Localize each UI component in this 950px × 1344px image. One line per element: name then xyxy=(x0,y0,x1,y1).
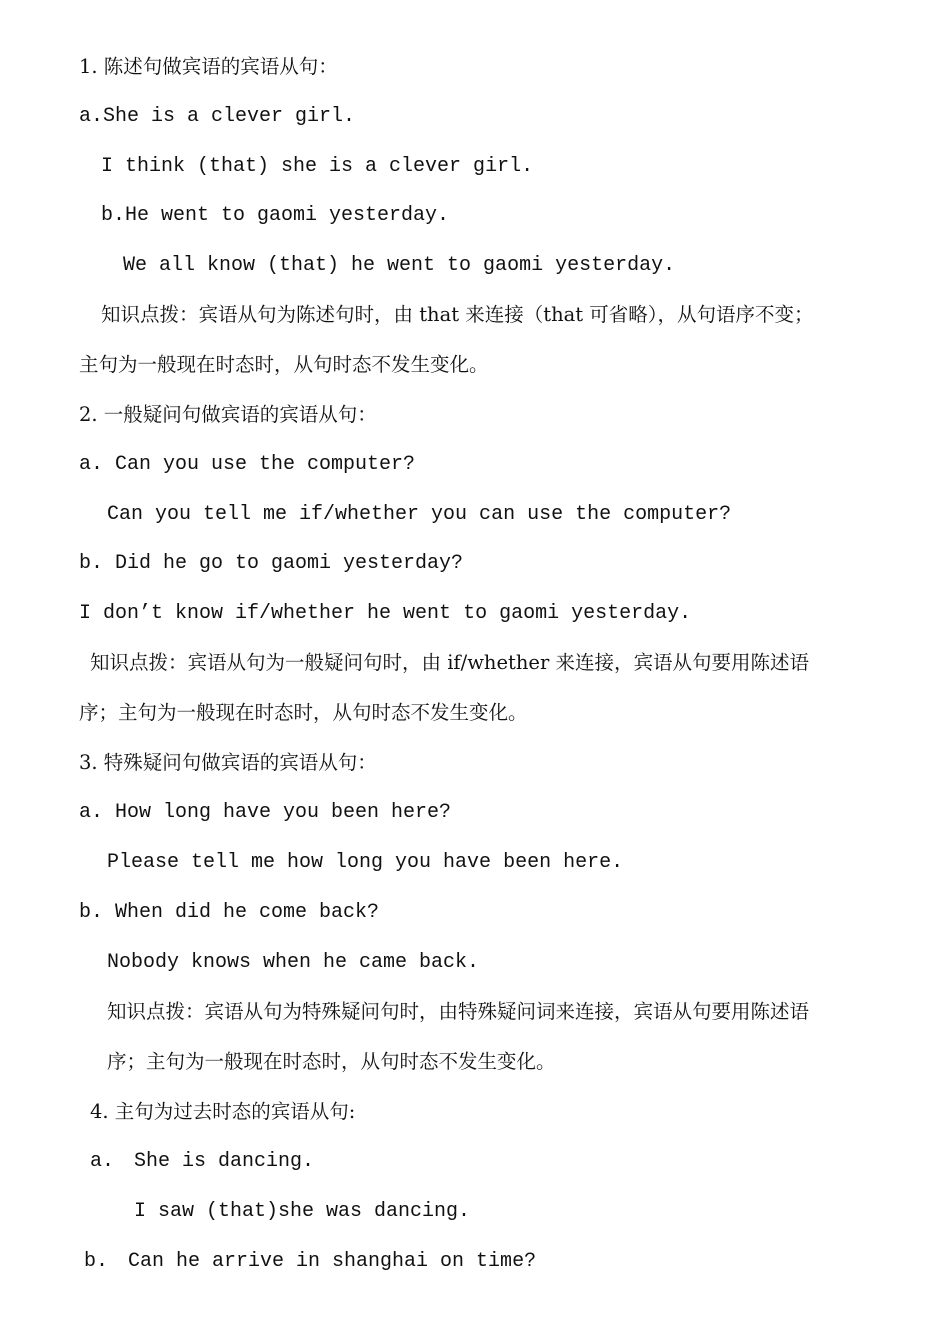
section3-tip-line1: 知识点拨：宾语从句为特殊疑问句时，由特殊疑问词来连接，宾语从句要用陈述语 xyxy=(107,1000,810,1023)
section2-heading: 2. 一般疑问句做宾语的宾语从句： xyxy=(79,403,377,426)
section1-heading: 1. 陈述句做宾语的宾语从句： xyxy=(79,55,338,78)
section2-tip-line2: 序；主句为一般现在时态时，从句时态不发生变化。 xyxy=(79,701,528,724)
section4-example-a-original: She is dancing. xyxy=(134,1150,315,1173)
section4-example-b-original: Can he arrive in shanghai on time? xyxy=(128,1250,537,1273)
section2-example-b-original: b. Did he go to gaomi yesterday? xyxy=(79,552,464,575)
section1-example-b-original: b.He went to gaomi yesterday. xyxy=(101,204,450,227)
section1-tip-line2: 主句为一般现在时态时，从句时态不发生变化。 xyxy=(79,353,489,376)
section2-example-a-original: a. Can you use the computer? xyxy=(79,453,416,476)
section1-tip-line1: 知识点拨：宾语从句为陈述句时，由 that 来连接（that 可省略），从句语序不变； xyxy=(101,303,814,326)
section3-tip-line2: 序；主句为一般现在时态时，从句时态不发生变化。 xyxy=(107,1050,556,1073)
section1-example-b-converted: We all know (that) he went to gaomi yesterday. xyxy=(123,254,676,277)
section2-example-b-converted: I don’t know if/whether he went to gaomi yesterday. xyxy=(79,602,692,625)
section4-example-b-label: b. xyxy=(84,1250,109,1273)
section4-example-a-converted: I saw (that)she was dancing. xyxy=(134,1200,471,1223)
section3-example-a-original: a. How long have you been here? xyxy=(79,801,452,824)
section4-heading: 4. 主句为过去时态的宾语从句: xyxy=(90,1100,356,1123)
section3-heading: 3. 特殊疑问句做宾语的宾语从句： xyxy=(79,751,377,774)
section3-example-a-converted: Please tell me how long you have been here. xyxy=(107,851,624,874)
section3-example-b-original: b. When did he come back? xyxy=(79,901,380,924)
section1-example-a-converted: I think (that) she is a clever girl. xyxy=(101,155,534,178)
section2-tip-line1: 知识点拨：宾语从句为一般疑问句时，由 if/whether 来连接，宾语从句要用陈述语 xyxy=(90,651,809,674)
section4-example-a-label: a. xyxy=(90,1150,115,1173)
section3-example-b-converted: Nobody knows when he came back. xyxy=(107,951,480,974)
section2-example-a-converted: Can you tell me if/whether you can use the computer? xyxy=(107,503,732,526)
section1-example-a-original: a.She is a clever girl. xyxy=(79,105,356,128)
